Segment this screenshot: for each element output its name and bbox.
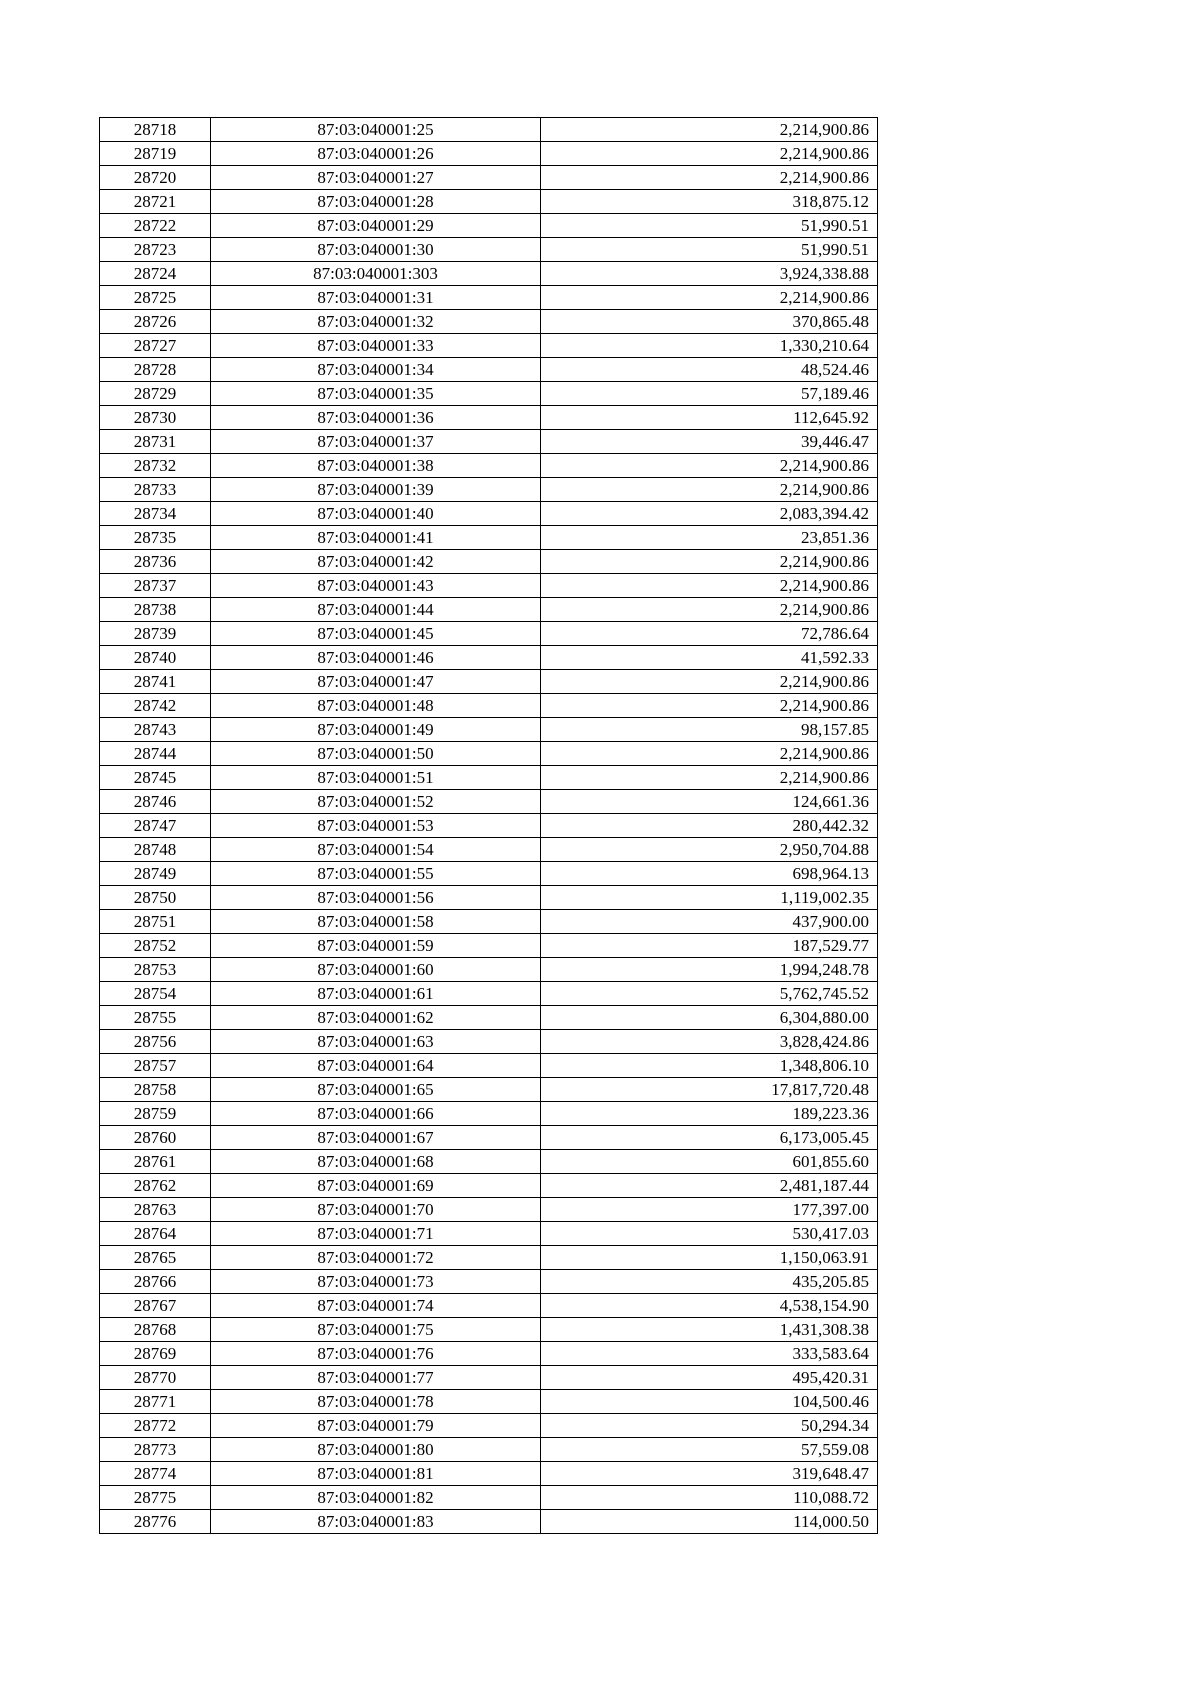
row-number-cell: 28733 (100, 478, 211, 502)
table-row (100, 1102, 878, 1126)
table-row (100, 1006, 878, 1030)
cadastral-value-cell: 2,214,900.86 (541, 118, 878, 142)
cadastral-number-cell: 87:03:040001:81 (211, 1462, 541, 1486)
cadastral-value-cell: 6,173,005.45 (541, 1126, 878, 1150)
cadastral-number-cell: 87:03:040001:41 (211, 526, 541, 550)
table-row (100, 1318, 878, 1342)
row-number-cell: 28726 (100, 310, 211, 334)
row-number-cell: 28729 (100, 382, 211, 406)
table-row (100, 406, 878, 430)
cadastral-number-cell: 87:03:040001:44 (211, 598, 541, 622)
row-number-cell: 28720 (100, 166, 211, 190)
row-number-cell: 28747 (100, 814, 211, 838)
cadastral-value-cell: 104,500.46 (541, 1390, 878, 1414)
cadastral-number-cell: 87:03:040001:42 (211, 550, 541, 574)
cadastral-value-cell: 187,529.77 (541, 934, 878, 958)
cadastral-value-cell: 112,645.92 (541, 406, 878, 430)
table-row (100, 646, 878, 670)
table-row (100, 454, 878, 478)
table-row (100, 1486, 878, 1510)
cadastral-value-cell: 48,524.46 (541, 358, 878, 382)
cadastral-number-cell: 87:03:040001:303 (211, 262, 541, 286)
table-row (100, 790, 878, 814)
table-row (100, 1390, 878, 1414)
cadastral-number-cell: 87:03:040001:43 (211, 574, 541, 598)
cadastral-number-cell: 87:03:040001:52 (211, 790, 541, 814)
cadastral-number-cell: 87:03:040001:58 (211, 910, 541, 934)
row-number-cell: 28740 (100, 646, 211, 670)
table-row (100, 1030, 878, 1054)
row-number-cell: 28721 (100, 190, 211, 214)
cadastral-number-cell: 87:03:040001:45 (211, 622, 541, 646)
cadastral-number-cell: 87:03:040001:27 (211, 166, 541, 190)
cadastral-value-cell: 2,214,900.86 (541, 142, 878, 166)
table-row (100, 982, 878, 1006)
cadastral-number-cell: 87:03:040001:82 (211, 1486, 541, 1510)
row-number-cell: 28738 (100, 598, 211, 622)
row-number-cell: 28741 (100, 670, 211, 694)
cadastral-number-cell: 87:03:040001:55 (211, 862, 541, 886)
row-number-cell: 28766 (100, 1270, 211, 1294)
cadastral-value-cell: 495,420.31 (541, 1366, 878, 1390)
table-row (100, 1246, 878, 1270)
row-number-cell: 28737 (100, 574, 211, 598)
cadastral-value-cell: 2,214,900.86 (541, 478, 878, 502)
table-row (100, 358, 878, 382)
row-number-cell: 28746 (100, 790, 211, 814)
row-number-cell: 28751 (100, 910, 211, 934)
cadastral-number-cell: 87:03:040001:60 (211, 958, 541, 982)
cadastral-value-cell: 51,990.51 (541, 238, 878, 262)
cadastral-value-cell: 1,330,210.64 (541, 334, 878, 358)
row-number-cell: 28763 (100, 1198, 211, 1222)
row-number-cell: 28742 (100, 694, 211, 718)
cadastral-number-cell: 87:03:040001:61 (211, 982, 541, 1006)
row-number-cell: 28770 (100, 1366, 211, 1390)
table-row (100, 190, 878, 214)
cadastral-number-cell: 87:03:040001:77 (211, 1366, 541, 1390)
cadastral-number-cell: 87:03:040001:56 (211, 886, 541, 910)
cadastral-value-cell: 50,294.34 (541, 1414, 878, 1438)
table-row (100, 1462, 878, 1486)
cadastral-value-cell: 2,214,900.86 (541, 670, 878, 694)
cadastral-value-cell: 57,559.08 (541, 1438, 878, 1462)
table-row (100, 310, 878, 334)
cadastral-number-cell: 87:03:040001:26 (211, 142, 541, 166)
row-number-cell: 28769 (100, 1342, 211, 1366)
table-row (100, 286, 878, 310)
row-number-cell: 28758 (100, 1078, 211, 1102)
cadastral-value-cell: 41,592.33 (541, 646, 878, 670)
cadastral-number-cell: 87:03:040001:59 (211, 934, 541, 958)
table-row (100, 382, 878, 406)
table-row (100, 166, 878, 190)
cadastral-number-cell: 87:03:040001:29 (211, 214, 541, 238)
cadastral-number-cell: 87:03:040001:38 (211, 454, 541, 478)
cadastral-number-cell: 87:03:040001:51 (211, 766, 541, 790)
row-number-cell: 28771 (100, 1390, 211, 1414)
cadastral-number-cell: 87:03:040001:46 (211, 646, 541, 670)
row-number-cell: 28762 (100, 1174, 211, 1198)
cadastral-value-cell: 72,786.64 (541, 622, 878, 646)
cadastral-number-cell: 87:03:040001:69 (211, 1174, 541, 1198)
cadastral-number-cell: 87:03:040001:31 (211, 286, 541, 310)
cadastral-value-cell: 1,150,063.91 (541, 1246, 878, 1270)
row-number-cell: 28722 (100, 214, 211, 238)
table-row (100, 1294, 878, 1318)
cadastral-value-cell: 3,828,424.86 (541, 1030, 878, 1054)
row-number-cell: 28743 (100, 718, 211, 742)
cadastral-value-cell: 57,189.46 (541, 382, 878, 406)
cadastral-value-cell: 1,348,806.10 (541, 1054, 878, 1078)
cadastral-number-cell: 87:03:040001:48 (211, 694, 541, 718)
cadastral-number-cell: 87:03:040001:53 (211, 814, 541, 838)
row-number-cell: 28748 (100, 838, 211, 862)
cadastral-number-cell: 87:03:040001:71 (211, 1222, 541, 1246)
row-number-cell: 28776 (100, 1510, 211, 1534)
row-number-cell: 28764 (100, 1222, 211, 1246)
row-number-cell: 28752 (100, 934, 211, 958)
cadastral-number-cell: 87:03:040001:64 (211, 1054, 541, 1078)
table-row (100, 574, 878, 598)
cadastral-value-cell: 2,083,394.42 (541, 502, 878, 526)
cadastral-number-cell: 87:03:040001:74 (211, 1294, 541, 1318)
table-row (100, 694, 878, 718)
row-number-cell: 28754 (100, 982, 211, 1006)
table-row (100, 1054, 878, 1078)
cadastral-number-cell: 87:03:040001:63 (211, 1030, 541, 1054)
cadastral-number-cell: 87:03:040001:67 (211, 1126, 541, 1150)
row-number-cell: 28753 (100, 958, 211, 982)
cadastral-value-cell: 39,446.47 (541, 430, 878, 454)
cadastral-value-cell: 2,950,704.88 (541, 838, 878, 862)
cadastral-value-cell: 4,538,154.90 (541, 1294, 878, 1318)
table-row (100, 886, 878, 910)
table-row (100, 238, 878, 262)
row-number-cell: 28734 (100, 502, 211, 526)
cadastral-value-cell: 333,583.64 (541, 1342, 878, 1366)
cadastral-value-cell: 2,214,900.86 (541, 598, 878, 622)
cadastral-value-cell: 98,157.85 (541, 718, 878, 742)
table-row (100, 958, 878, 982)
cadastral-value-cell: 124,661.36 (541, 790, 878, 814)
cadastral-value-cell: 51,990.51 (541, 214, 878, 238)
cadastral-value-cell: 437,900.00 (541, 910, 878, 934)
row-number-cell: 28736 (100, 550, 211, 574)
cadastral-number-cell: 87:03:040001:30 (211, 238, 541, 262)
table-row (100, 598, 878, 622)
table-row (100, 1150, 878, 1174)
row-number-cell: 28744 (100, 742, 211, 766)
cadastral-value-cell: 435,205.85 (541, 1270, 878, 1294)
table-row (100, 526, 878, 550)
cadastral-value-cell: 2,481,187.44 (541, 1174, 878, 1198)
row-number-cell: 28728 (100, 358, 211, 382)
row-number-cell: 28775 (100, 1486, 211, 1510)
table-row (100, 670, 878, 694)
table-row (100, 478, 878, 502)
table-row (100, 1342, 878, 1366)
table-row (100, 934, 878, 958)
cadastral-value-cell: 2,214,900.86 (541, 694, 878, 718)
cadastral-number-cell: 87:03:040001:68 (211, 1150, 541, 1174)
cadastral-number-cell: 87:03:040001:66 (211, 1102, 541, 1126)
row-number-cell: 28767 (100, 1294, 211, 1318)
table-row (100, 1438, 878, 1462)
cadastral-value-cell: 17,817,720.48 (541, 1078, 878, 1102)
cadastral-value-table (99, 117, 878, 1534)
row-number-cell: 28755 (100, 1006, 211, 1030)
cadastral-value-cell: 601,855.60 (541, 1150, 878, 1174)
cadastral-value-cell: 2,214,900.86 (541, 742, 878, 766)
cadastral-number-cell: 87:03:040001:36 (211, 406, 541, 430)
table-row (100, 214, 878, 238)
cadastral-number-cell: 87:03:040001:32 (211, 310, 541, 334)
cadastral-value-cell: 189,223.36 (541, 1102, 878, 1126)
cadastral-number-cell: 87:03:040001:33 (211, 334, 541, 358)
table-row (100, 118, 878, 142)
table-row (100, 838, 878, 862)
row-number-cell: 28745 (100, 766, 211, 790)
cadastral-number-cell: 87:03:040001:37 (211, 430, 541, 454)
table-row (100, 430, 878, 454)
table-row (100, 262, 878, 286)
row-number-cell: 28773 (100, 1438, 211, 1462)
table-row (100, 718, 878, 742)
cadastral-number-cell: 87:03:040001:78 (211, 1390, 541, 1414)
row-number-cell: 28718 (100, 118, 211, 142)
cadastral-number-cell: 87:03:040001:83 (211, 1510, 541, 1534)
table-row (100, 742, 878, 766)
row-number-cell: 28756 (100, 1030, 211, 1054)
cadastral-number-cell: 87:03:040001:65 (211, 1078, 541, 1102)
table-row (100, 1078, 878, 1102)
cadastral-value-cell: 3,924,338.88 (541, 262, 878, 286)
row-number-cell: 28731 (100, 430, 211, 454)
table-row (100, 1198, 878, 1222)
cadastral-number-cell: 87:03:040001:62 (211, 1006, 541, 1030)
cadastral-number-cell: 87:03:040001:73 (211, 1270, 541, 1294)
row-number-cell: 28719 (100, 142, 211, 166)
table-row (100, 142, 878, 166)
table-row (100, 1126, 878, 1150)
cadastral-value-cell: 530,417.03 (541, 1222, 878, 1246)
cadastral-number-cell: 87:03:040001:70 (211, 1198, 541, 1222)
cadastral-value-cell: 318,875.12 (541, 190, 878, 214)
table-row (100, 1366, 878, 1390)
row-number-cell: 28749 (100, 862, 211, 886)
row-number-cell: 28750 (100, 886, 211, 910)
cadastral-number-cell: 87:03:040001:49 (211, 718, 541, 742)
table-row (100, 502, 878, 526)
row-number-cell: 28768 (100, 1318, 211, 1342)
row-number-cell: 28761 (100, 1150, 211, 1174)
row-number-cell: 28732 (100, 454, 211, 478)
row-number-cell: 28723 (100, 238, 211, 262)
cadastral-value-cell: 2,214,900.86 (541, 166, 878, 190)
cadastral-value-cell: 2,214,900.86 (541, 454, 878, 478)
cadastral-number-cell: 87:03:040001:79 (211, 1414, 541, 1438)
cadastral-number-cell: 87:03:040001:28 (211, 190, 541, 214)
cadastral-number-cell: 87:03:040001:47 (211, 670, 541, 694)
cadastral-number-cell: 87:03:040001:75 (211, 1318, 541, 1342)
cadastral-number-cell: 87:03:040001:54 (211, 838, 541, 862)
table-row (100, 1222, 878, 1246)
row-number-cell: 28759 (100, 1102, 211, 1126)
table-row (100, 1510, 878, 1534)
cadastral-value-cell: 114,000.50 (541, 1510, 878, 1534)
cadastral-value-cell: 177,397.00 (541, 1198, 878, 1222)
cadastral-number-cell: 87:03:040001:72 (211, 1246, 541, 1270)
cadastral-number-cell: 87:03:040001:34 (211, 358, 541, 382)
row-number-cell: 28774 (100, 1462, 211, 1486)
cadastral-value-cell: 319,648.47 (541, 1462, 878, 1486)
cadastral-number-cell: 87:03:040001:39 (211, 478, 541, 502)
cadastral-value-cell: 1,431,308.38 (541, 1318, 878, 1342)
row-number-cell: 28724 (100, 262, 211, 286)
table-body (100, 118, 878, 1534)
row-number-cell: 28739 (100, 622, 211, 646)
row-number-cell: 28725 (100, 286, 211, 310)
row-number-cell: 28727 (100, 334, 211, 358)
table-row (100, 814, 878, 838)
cadastral-value-cell: 6,304,880.00 (541, 1006, 878, 1030)
row-number-cell: 28757 (100, 1054, 211, 1078)
cadastral-number-cell: 87:03:040001:50 (211, 742, 541, 766)
cadastral-value-cell: 2,214,900.86 (541, 766, 878, 790)
row-number-cell: 28772 (100, 1414, 211, 1438)
table-row (100, 622, 878, 646)
table-row (100, 1414, 878, 1438)
cadastral-number-cell: 87:03:040001:80 (211, 1438, 541, 1462)
cadastral-value-cell: 1,994,248.78 (541, 958, 878, 982)
cadastral-number-cell: 87:03:040001:76 (211, 1342, 541, 1366)
table-row (100, 334, 878, 358)
row-number-cell: 28765 (100, 1246, 211, 1270)
cadastral-value-cell: 2,214,900.86 (541, 550, 878, 574)
row-number-cell: 28760 (100, 1126, 211, 1150)
cadastral-value-cell: 280,442.32 (541, 814, 878, 838)
cadastral-value-cell: 110,088.72 (541, 1486, 878, 1510)
table-row (100, 1270, 878, 1294)
cadastral-number-cell: 87:03:040001:25 (211, 118, 541, 142)
table-row (100, 862, 878, 886)
row-number-cell: 28735 (100, 526, 211, 550)
table-row (100, 550, 878, 574)
cadastral-value-cell: 2,214,900.86 (541, 574, 878, 598)
cadastral-value-cell: 698,964.13 (541, 862, 878, 886)
table-row (100, 766, 878, 790)
cadastral-value-cell: 2,214,900.86 (541, 286, 878, 310)
cadastral-value-cell: 23,851.36 (541, 526, 878, 550)
cadastral-value-cell: 1,119,002.35 (541, 886, 878, 910)
table-row (100, 1174, 878, 1198)
table-row (100, 910, 878, 934)
cadastral-value-cell: 370,865.48 (541, 310, 878, 334)
cadastral-number-cell: 87:03:040001:35 (211, 382, 541, 406)
cadastral-value-cell: 5,762,745.52 (541, 982, 878, 1006)
cadastral-number-cell: 87:03:040001:40 (211, 502, 541, 526)
row-number-cell: 28730 (100, 406, 211, 430)
